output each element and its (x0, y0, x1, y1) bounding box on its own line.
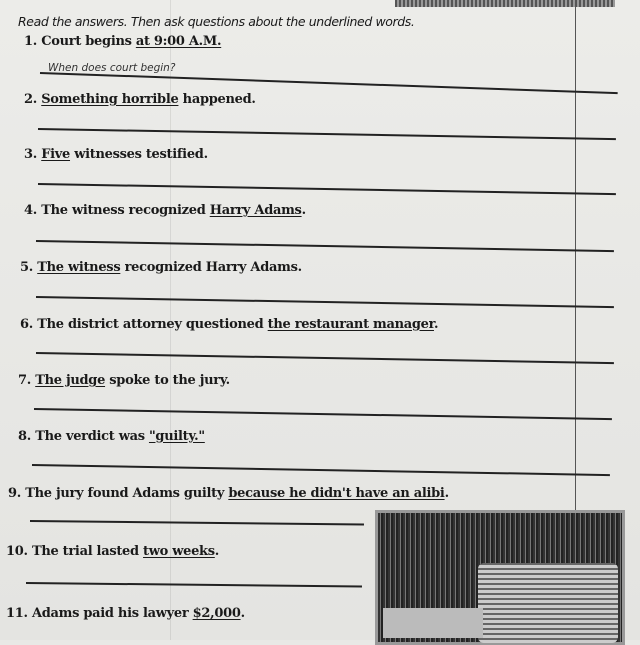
question-text: Court begins (41, 34, 136, 49)
question-number: 7. (18, 373, 31, 388)
question-text: The trial lasted (31, 544, 144, 559)
underlined-words: Harry Adams (209, 203, 302, 218)
question-4 (24, 203, 306, 218)
question-7 (18, 373, 230, 388)
underlined-words: at 9:00 A.M. (135, 34, 222, 49)
underlined-words: Five (41, 147, 71, 162)
question-number: 11. (6, 606, 28, 621)
question-text: . (240, 606, 245, 621)
question-number: 9. (8, 486, 21, 501)
underlined-words: Something horrible (41, 92, 179, 107)
question-3 (24, 147, 208, 162)
answer-line[interactable] (38, 183, 616, 195)
question-number: 5. (20, 260, 33, 275)
sample-answer: When does court begin? (48, 62, 176, 74)
instructions: Read the answers. Then ask questions about the underlined words. (18, 14, 415, 29)
question-text: The verdict was (35, 429, 149, 444)
answer-line[interactable] (38, 128, 616, 140)
answer-line[interactable] (40, 72, 618, 94)
question-text: spoke to the jury. (105, 373, 230, 388)
answer-line[interactable] (34, 408, 612, 420)
question-text: . (444, 486, 449, 501)
question-6 (20, 317, 438, 332)
question-5 (20, 260, 302, 275)
question-text: . (214, 544, 220, 559)
question-11 (6, 606, 245, 621)
underlined-words: The witness (37, 260, 121, 275)
answer-line[interactable] (32, 464, 610, 476)
underlined-words: two weeks (143, 544, 215, 559)
question-text: . (433, 317, 439, 332)
answer-line[interactable] (30, 520, 364, 525)
question-text: The district attorney questioned (37, 317, 268, 332)
answer-line[interactable] (36, 352, 614, 364)
question-number: 6. (20, 317, 33, 332)
question-10 (6, 544, 219, 559)
margin-line (575, 0, 576, 510)
question-text: recognized Harry Adams. (120, 260, 302, 275)
question-2 (24, 92, 256, 107)
question-text: happened. (178, 92, 256, 107)
underlined-words: "guilty." (148, 429, 205, 444)
question-9 (8, 486, 449, 501)
question-8 (18, 429, 205, 444)
question-number: 10. (6, 544, 28, 559)
question-number: 4. (24, 203, 37, 218)
question-1 (24, 34, 221, 49)
answer-line[interactable] (26, 582, 362, 588)
underlined-words: because he didn't have an alibi (228, 486, 445, 501)
answer-line[interactable] (36, 296, 614, 308)
question-number: 2. (24, 92, 37, 107)
question-text: The jury found Adams guilty (25, 486, 229, 501)
question-text: witnesses testified. (70, 147, 208, 162)
question-text: The witness recognized (41, 203, 210, 218)
answer-line[interactable] (36, 240, 614, 252)
question-number: 1. (24, 34, 37, 49)
underlined-words: The judge (35, 373, 106, 388)
courtroom-illustration (375, 510, 625, 645)
question-number: 3. (24, 147, 37, 162)
question-number: 8. (18, 429, 31, 444)
header-strip (395, 0, 615, 7)
question-text: Adams paid his lawyer (31, 606, 193, 621)
question-text: . (301, 203, 306, 218)
underlined-words: $2,000 (192, 606, 241, 621)
underlined-words: the restaurant manager (267, 317, 434, 332)
